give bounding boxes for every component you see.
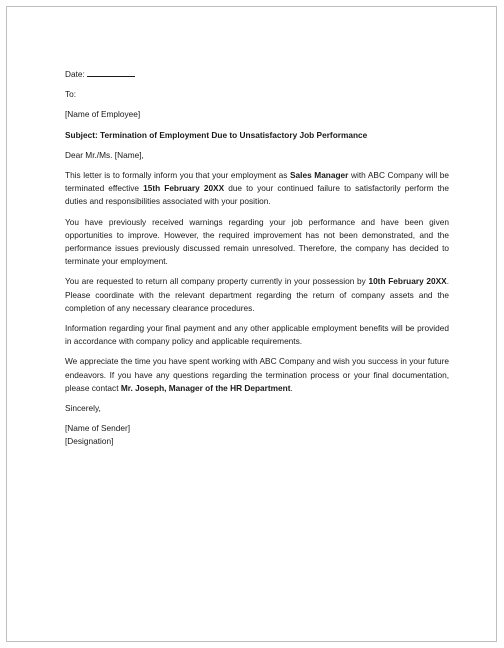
return-by-date: 10th February 20XX: [368, 276, 447, 287]
date-blank: [87, 67, 135, 77]
date-line: [65, 67, 449, 81]
paragraph-closing-remarks: [65, 355, 449, 395]
p3-text-c: . Please coordinate with the relevant department regarding the return of company assets and the completion of any necessary clearance procedures.: [65, 276, 449, 313]
position-title: Sales Manager: [290, 170, 349, 181]
letter-page: [6, 6, 497, 642]
paragraph-warnings: You have previously received warnings regarding your job performance and have been given opportunities to improve. However, the required improvement has not been demonstrated, and the performance issues previously discussed remain unresolved. Therefore, the company has decided to terminate your employment.: [65, 216, 449, 267]
paragraph-termination-notice: [65, 169, 449, 209]
employee-name-placeholder: [Name of Employee]: [65, 109, 141, 120]
p1-text-e: due to your continued failure to satisfactorily perform the duties and responsibilities associated with your position.: [65, 183, 449, 207]
p1-text-a: This letter is to formally inform you that your employment as: [65, 170, 290, 181]
p5-text-c: .: [290, 382, 293, 393]
termination-date: 15th February 20XX: [143, 183, 225, 194]
p3-text-a: You are requested to return all company property currently in your possession by: [65, 276, 369, 287]
subject-text: Subject: Termination of Employment Due to Unsatisfactory Job Performance: [65, 129, 368, 140]
paragraph-final-payment: Information regarding your final payment and any other applicable employment benefits will be provided in accordance with company policy and applicable requirements.: [65, 323, 449, 347]
p1-text-c: with ABC Company will be terminated effective: [65, 170, 449, 194]
p5-text-a: We appreciate the time you have spent working with ABC Company and wish you success in your future endeavors. If you have any questions regarding the termination process or your final documentation, please contact: [65, 356, 449, 393]
salutation: Dear Mr./Ms. [Name],: [65, 149, 144, 160]
subject-line: [65, 129, 449, 142]
sender-name: [Name of Sender]: [65, 423, 131, 434]
letter-body: [65, 67, 449, 449]
sender-designation: [Designation]: [65, 436, 114, 447]
to-label: To:: [65, 89, 77, 100]
closing: Sincerely,: [65, 403, 101, 414]
hr-contact: Mr. Joseph, Manager of the HR Department: [120, 382, 291, 393]
date-label: Date:: [65, 69, 85, 79]
paragraph-return-property: [65, 275, 449, 315]
